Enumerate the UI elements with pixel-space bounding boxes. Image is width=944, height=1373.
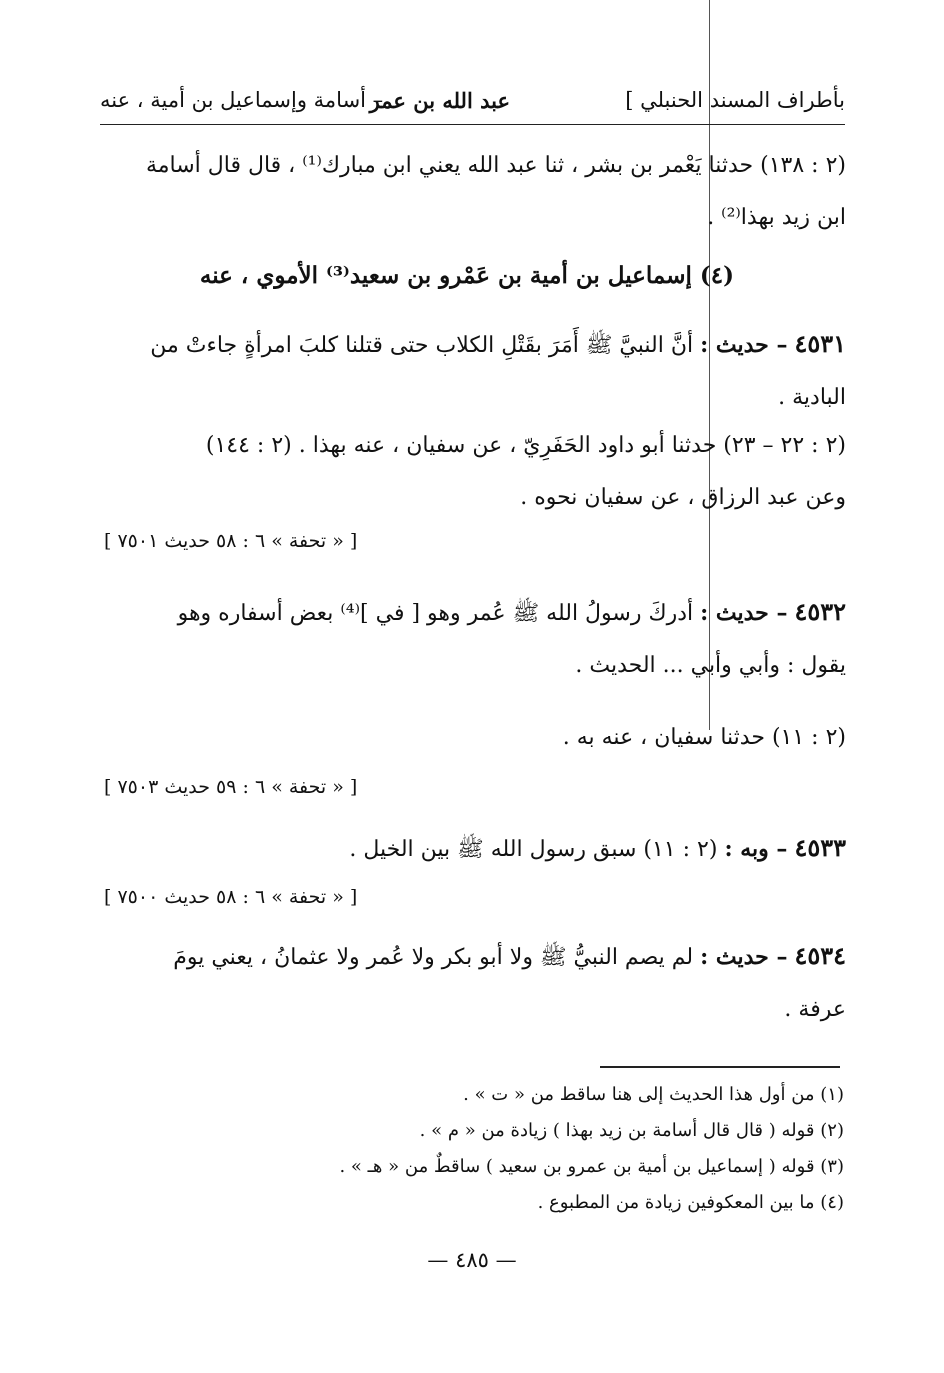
source-line: (٢ : ١١) حدثنا سفيان ، عنه به . [562, 725, 846, 750]
hadith-number: ٤٥٣٣ [794, 833, 846, 862]
header-section: – أسامة وإسماعيل بن أمية ، عنه [100, 88, 384, 112]
running-header [100, 88, 845, 125]
source-line: (٢ : ٢٢ – ٢٣) حدثنا أبو داود الحَفَرِيّ ، عن سفيان ، عنه بهذا . (٢ : ١٤٤) [205, 433, 846, 458]
tuhfa-reference: [ « تحفة » ٦ : ٥٩ حديث ٧٥٠٣ ] [104, 776, 358, 798]
hadith-text: البادية . [778, 385, 846, 410]
hadith-4531 [98, 318, 846, 424]
hadith-4531-source [98, 420, 846, 524]
tuhfa-reference: [ « تحفة » ٦ : ٥٨ حديث ٧٥٠١ ] [104, 530, 358, 552]
hadith-text: أنَّ النبيَّ ﷺ أَمَرَ بقَتْلِ الكلاب حتى قتلنا كلبَ امرأةٍ جاءتْ من [150, 333, 694, 358]
hadith-text: (٢ : ١١) سبق رسول الله ﷺ بين الخيل . [349, 837, 718, 862]
text-line: ابن زيد بهذا⁽²⁾ . [707, 205, 846, 230]
footnote-separator [600, 1066, 840, 1068]
tuhfa-reference: [ « تحفة » ٦ : ٥٨ حديث ٧٥٠٠ ] [104, 886, 358, 908]
hadith-text: يقول : وأبي وأبي ... الحديث . [575, 653, 846, 678]
footnote-1: (١) من أول هذا الحديث إلى هنا ساقط من « ت » . [463, 1084, 844, 1105]
footnote-3: (٣) قوله ( إسماعيل بن أمية بن عمرو بن سعيد ) ساقطٌ من « هـ » . [339, 1156, 844, 1177]
hadith-text: عرفة . [784, 997, 846, 1022]
page-number: — ٤٨٥ — [427, 1248, 517, 1272]
hadith-4533 [98, 822, 846, 876]
hadith-label: – حديث : [700, 332, 788, 358]
hadith-label: – حديث : [700, 600, 788, 626]
footnote-2: (٢) قوله ( قال قال أسامة بن زيد بهذا ) زيادة من « م » . [419, 1120, 844, 1141]
hadith-number: ٤٥٣١ [794, 329, 846, 358]
hadith-text: لم يصم النبيُّ ﷺ ولا أبو بكر ولا عُمر ولا عثمانُ ، يعني يومَ [173, 945, 694, 970]
footnote-4: (٤) ما بين المعكوفين زيادة من المطبوع . [537, 1192, 844, 1213]
header-chapter: عبد الله بن عمر [369, 88, 510, 113]
hadith-4534 [98, 930, 846, 1036]
section-heading: (٤) إسماعيل بن أمية بن عَمْرو بن سعيد⁽³⁾ الأموي ، عنه [199, 262, 734, 289]
paragraph-chain [98, 140, 846, 244]
text-line: (٢ : ١٣٨) حدثنا يَعْمر بن بشر ، ثنا عبد الله يعني ابن مبارك⁽¹⁾ ، قال قال أسامة [145, 153, 846, 178]
hadith-number: ٤٥٣٢ [794, 597, 846, 626]
hadith-number: ٤٥٣٤ [794, 941, 846, 970]
hadith-label: – وبه : [724, 836, 788, 862]
header-book-title: بأطراف المسند الحنبلي ] [625, 88, 845, 112]
source-line: وعن عبد الرزاق ، عن سفيان نحوه . [520, 485, 846, 510]
hadith-4532 [98, 586, 846, 692]
hadith-label: – حديث : [700, 944, 788, 970]
hadith-text: أدركَ رسولُ الله ﷺ عُمر وهو [ في ]⁽⁴⁾ بعض أسفاره وهو [177, 601, 694, 626]
hadith-4532-source [98, 712, 846, 764]
